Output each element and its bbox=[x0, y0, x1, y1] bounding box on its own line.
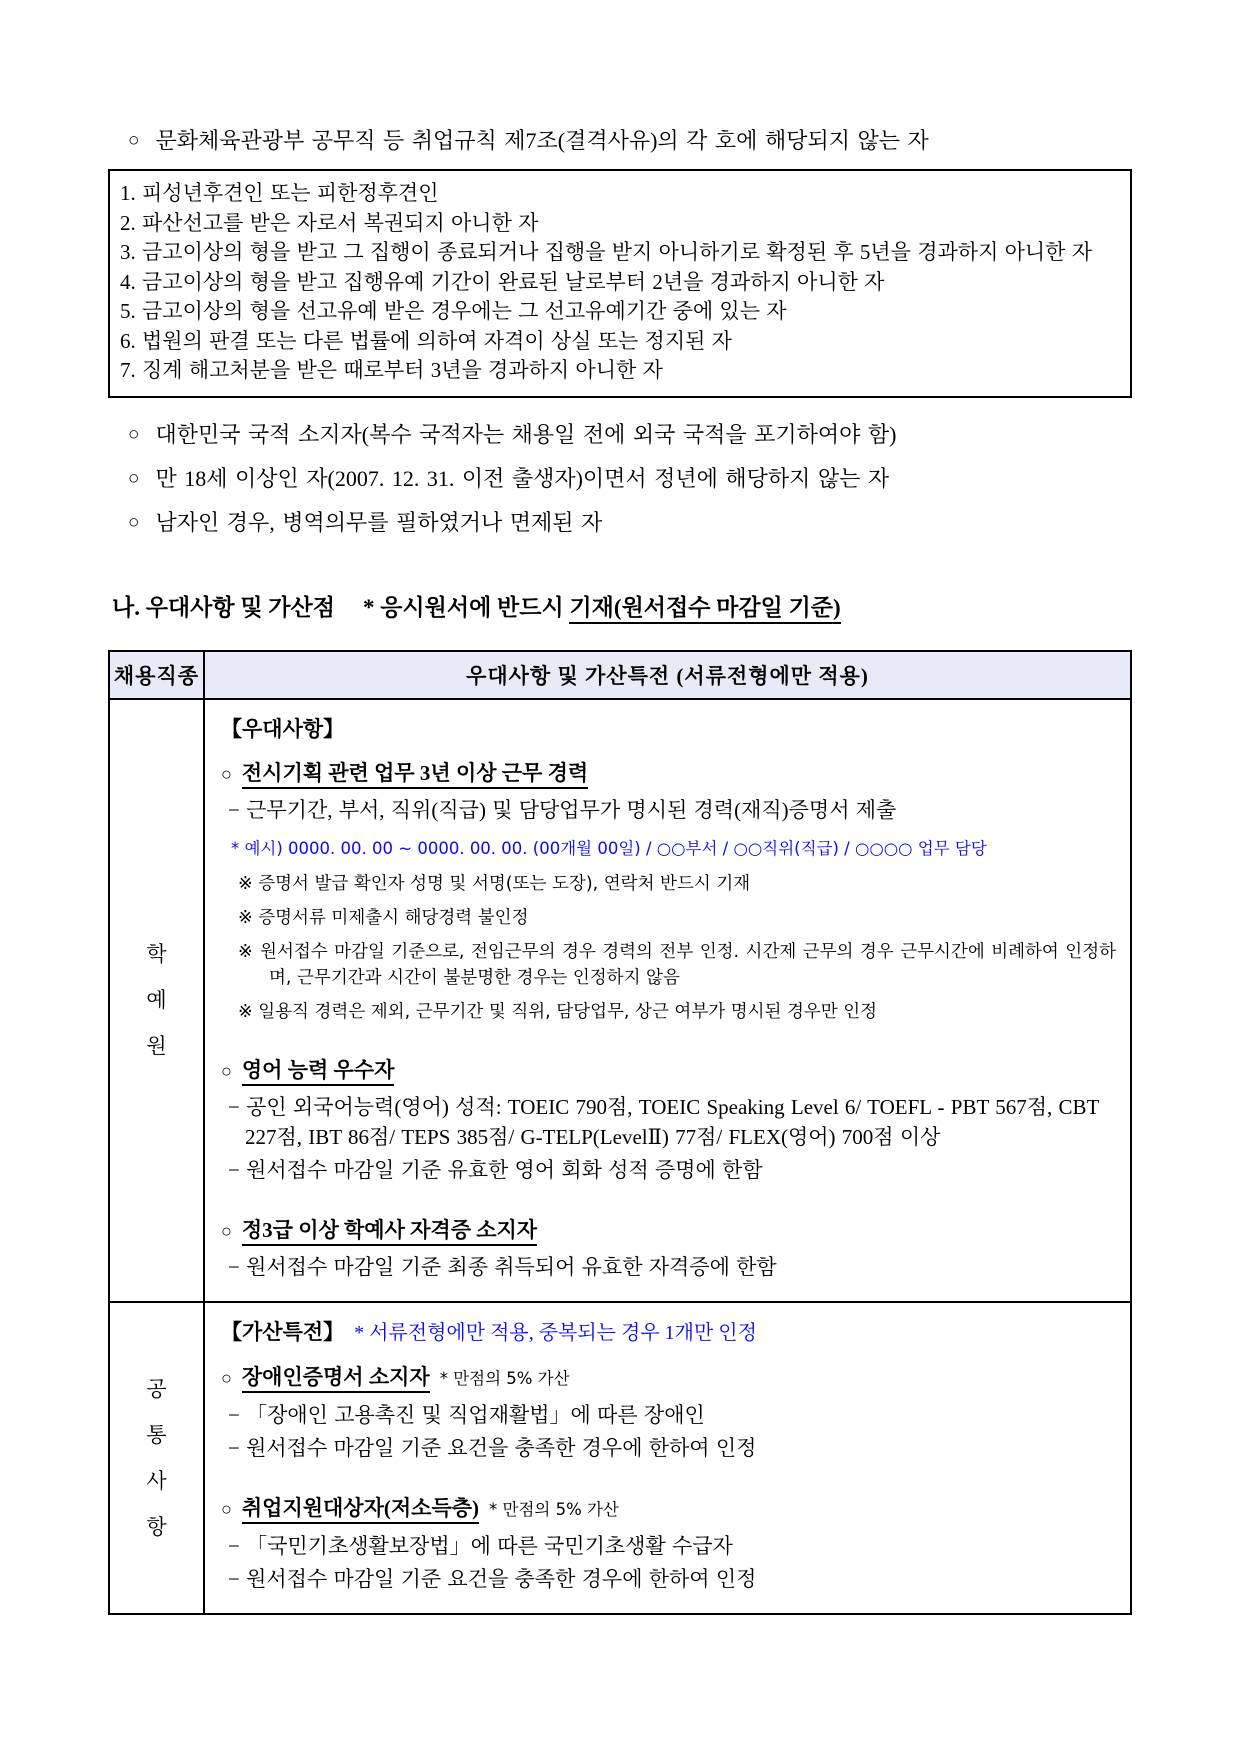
job-cell-curator bbox=[109, 699, 204, 1302]
disabled-bonus-group bbox=[221, 1362, 1116, 1463]
english-title-line bbox=[221, 1055, 1116, 1086]
job-char: 사 bbox=[146, 1468, 167, 1493]
disabled-title: 장애인증명서 소지자 bbox=[242, 1365, 430, 1393]
circle-bullet-icon: ○ bbox=[221, 763, 232, 784]
license-title-line bbox=[221, 1215, 1116, 1246]
disabled-title-line bbox=[221, 1362, 1116, 1394]
circle-bullet-icon: ○ bbox=[221, 1367, 232, 1388]
career-title: 전시기획 관련 업무 3년 이상 근무 경력 bbox=[242, 761, 588, 789]
section-heading bbox=[108, 592, 1132, 624]
english-dash-1: − 공인 외국어능력(영어) 성적: TOEIC 790점, TOEIC Speaking Level 6/ TOEFL - PBT 567점, CBT 227점, IBT 86점/ TEPS 385점/ G-TELP(LevelⅡ) 77점/ FLEX(영어) 700점 이상 bbox=[228, 1094, 1099, 1149]
low-income-dash-1: − 「국민기초생활보장법」에 따른 국민기초생활 수급자 bbox=[228, 1533, 733, 1558]
circle-bullet-icon: ○ bbox=[221, 1220, 232, 1241]
low-income-bonus-group bbox=[221, 1493, 1116, 1594]
disabled-bonus-rate: * 만점의 5% 가산 bbox=[439, 1368, 570, 1388]
low-income-title-line bbox=[221, 1493, 1116, 1525]
career-note-1: ※ 증명서 발급 확인자 성명 및 서명(또는 도장), 연락처 반드시 기재 bbox=[238, 873, 751, 894]
table-header-job-type: 채용직종 bbox=[109, 651, 204, 699]
license-dash-1: − 원서접수 마감일 기준 최종 취득되어 유효한 자격증에 한함 bbox=[228, 1254, 777, 1279]
disqualification-item-6: 6. 법원의 판결 또는 다른 법률에 의하여 자격이 상실 또는 정지된 자 bbox=[120, 328, 732, 353]
bonus-section-label: 【가산특전】 bbox=[221, 1319, 345, 1344]
career-note-3: ※ 원서접수 마감일 기준으로, 전임근무의 경우 경력의 전부 인정. 시간제 근무의 경우 근무시간에 비례하여 인정하며, 근무기간과 시간이 불분명한 경우는 인정하지 않음 bbox=[238, 941, 1116, 988]
disabled-dash-1: − 「장애인 고용촉진 및 직업재활법」에 따른 장애인 bbox=[228, 1402, 705, 1427]
job-char: 통 bbox=[146, 1422, 167, 1447]
disabled-dash-2: − 원서접수 마감일 기준 요건을 충족한 경우에 한하여 인정 bbox=[228, 1435, 757, 1460]
disqualification-item-3: 3. 금고이상의 형을 받고 그 집행이 종료되거나 집행을 받지 아니하기로 확정된 후 5년을 경과하지 아니한 자 bbox=[120, 240, 1093, 264]
disqualification-box bbox=[108, 169, 1132, 398]
eligibility-bullet-age bbox=[128, 464, 1132, 494]
eligibility-bullet-text: 만 18세 이상인 자(2007. 12. 31. 이전 출생자)이면서 정년에 해당하지 않는 자 bbox=[155, 465, 890, 491]
career-note-4: ※ 일용직 경력은 제외, 근무기간 및 직위, 담당업무, 상근 여부가 명시된 경우만 인정 bbox=[238, 1001, 878, 1022]
job-char: 공 bbox=[146, 1376, 167, 1401]
low-income-title: 취업지원대상자(저소득층) bbox=[242, 1496, 479, 1524]
preference-section-label: 【우대사항】 bbox=[221, 716, 345, 741]
bonus-section-note: * 서류전형에만 적용, 중복되는 경우 1개만 인정 bbox=[354, 1321, 757, 1344]
circle-bullet-icon: ○ bbox=[128, 467, 140, 489]
disqualification-item-7: 7. 징계 해고처분을 받은 때로부터 3년을 경과하지 아니한 자 bbox=[120, 358, 663, 382]
section-heading-note-prefix: * 응시원서에 반드시 bbox=[362, 594, 570, 620]
content-cell-preferences bbox=[204, 699, 1131, 1302]
table-header-preferences: 우대사항 및 가산특전 (서류전형에만 적용) bbox=[204, 651, 1131, 699]
job-char: 학 bbox=[146, 942, 167, 966]
disqualification-item-2: 2. 파산선고를 받은 자로서 복권되지 아니한 자 bbox=[120, 210, 539, 235]
section-heading-title: 나. 우대사항 및 가산점 bbox=[112, 594, 335, 620]
english-dash-2: − 원서접수 마감일 기준 유효한 영어 회화 성적 증명에 한함 bbox=[228, 1157, 763, 1182]
english-preference-group bbox=[221, 1055, 1116, 1185]
career-note-2: ※ 증명서류 미제출시 해당경력 불인정 bbox=[238, 907, 529, 928]
intro-bullet-text: 문화체육관광부 공무직 등 취업규칙 제7조(결격사유)의 각 호에 해당되지 않는 자 bbox=[155, 128, 929, 153]
license-preference-group bbox=[221, 1215, 1116, 1282]
eligibility-bullet-nationality bbox=[128, 420, 1132, 450]
document-page bbox=[108, 126, 1132, 1615]
circle-bullet-icon: ○ bbox=[128, 423, 140, 445]
table-row-common bbox=[109, 1302, 1131, 1614]
disqualification-item-1: 1. 피성년후견인 또는 피한정후견인 bbox=[120, 181, 439, 205]
preference-table bbox=[108, 650, 1132, 1615]
career-dash-1: − 근무기간, 부서, 직위(직급) 및 담당업무가 명시된 경력(재직)증명서 제출 bbox=[228, 797, 897, 822]
eligibility-bullet-text: 남자인 경우, 병역의무를 필하였거나 면제된 자 bbox=[155, 509, 603, 535]
content-cell-bonus bbox=[204, 1302, 1131, 1614]
job-cell-common bbox=[109, 1302, 204, 1614]
intro-bullet-line bbox=[108, 126, 1132, 156]
disqualification-item-4: 4. 금고이상의 형을 받고 집행유예 기간이 완료된 날로부터 2년을 경과하지 아니한 자 bbox=[120, 269, 885, 294]
job-char: 원 bbox=[146, 1034, 167, 1058]
circle-bullet-icon: ○ bbox=[128, 130, 140, 151]
english-title: 영어 능력 우수자 bbox=[242, 1058, 395, 1086]
career-title-line bbox=[221, 758, 1116, 789]
bonus-section-label-line bbox=[221, 1317, 1116, 1348]
circle-bullet-icon: ○ bbox=[221, 1060, 232, 1081]
eligibility-bullet-list bbox=[108, 420, 1132, 538]
circle-bullet-icon: ○ bbox=[221, 1498, 232, 1519]
low-income-dash-2: − 원서접수 마감일 기준 요건을 충족한 경우에 한하여 인정 bbox=[228, 1566, 757, 1591]
license-title: 정3급 이상 학예사 자격증 소지자 bbox=[242, 1218, 537, 1246]
job-char: 항 bbox=[146, 1514, 167, 1539]
section-heading-note-underlined: 기재(원서접수 마감일 기준) bbox=[569, 595, 840, 624]
low-income-bonus-rate: * 만점의 5% 가산 bbox=[489, 1499, 619, 1519]
career-preference-group bbox=[221, 758, 1116, 1025]
table-header-row bbox=[109, 651, 1131, 699]
eligibility-bullet-military bbox=[128, 508, 1132, 538]
career-example: * 예시) 0000. 00. 00 ~ 0000. 00. 00. (00개월 00일) / ○○부서 / ○○직위(직급) / ○○○○ 업무 담당 bbox=[231, 838, 987, 858]
table-row-curator bbox=[109, 699, 1131, 1302]
section-heading-note bbox=[363, 595, 841, 620]
eligibility-bullet-text: 대한민국 국적 소지자(복수 국적자는 채용일 전에 외국 국적을 포기하여야 함) bbox=[155, 421, 897, 447]
disqualification-item-5: 5. 금고이상의 형을 선고유예 받은 경우에는 그 선고유예기간 중에 있는 자 bbox=[120, 299, 787, 323]
circle-bullet-icon: ○ bbox=[128, 511, 140, 533]
job-char: 예 bbox=[146, 988, 167, 1012]
